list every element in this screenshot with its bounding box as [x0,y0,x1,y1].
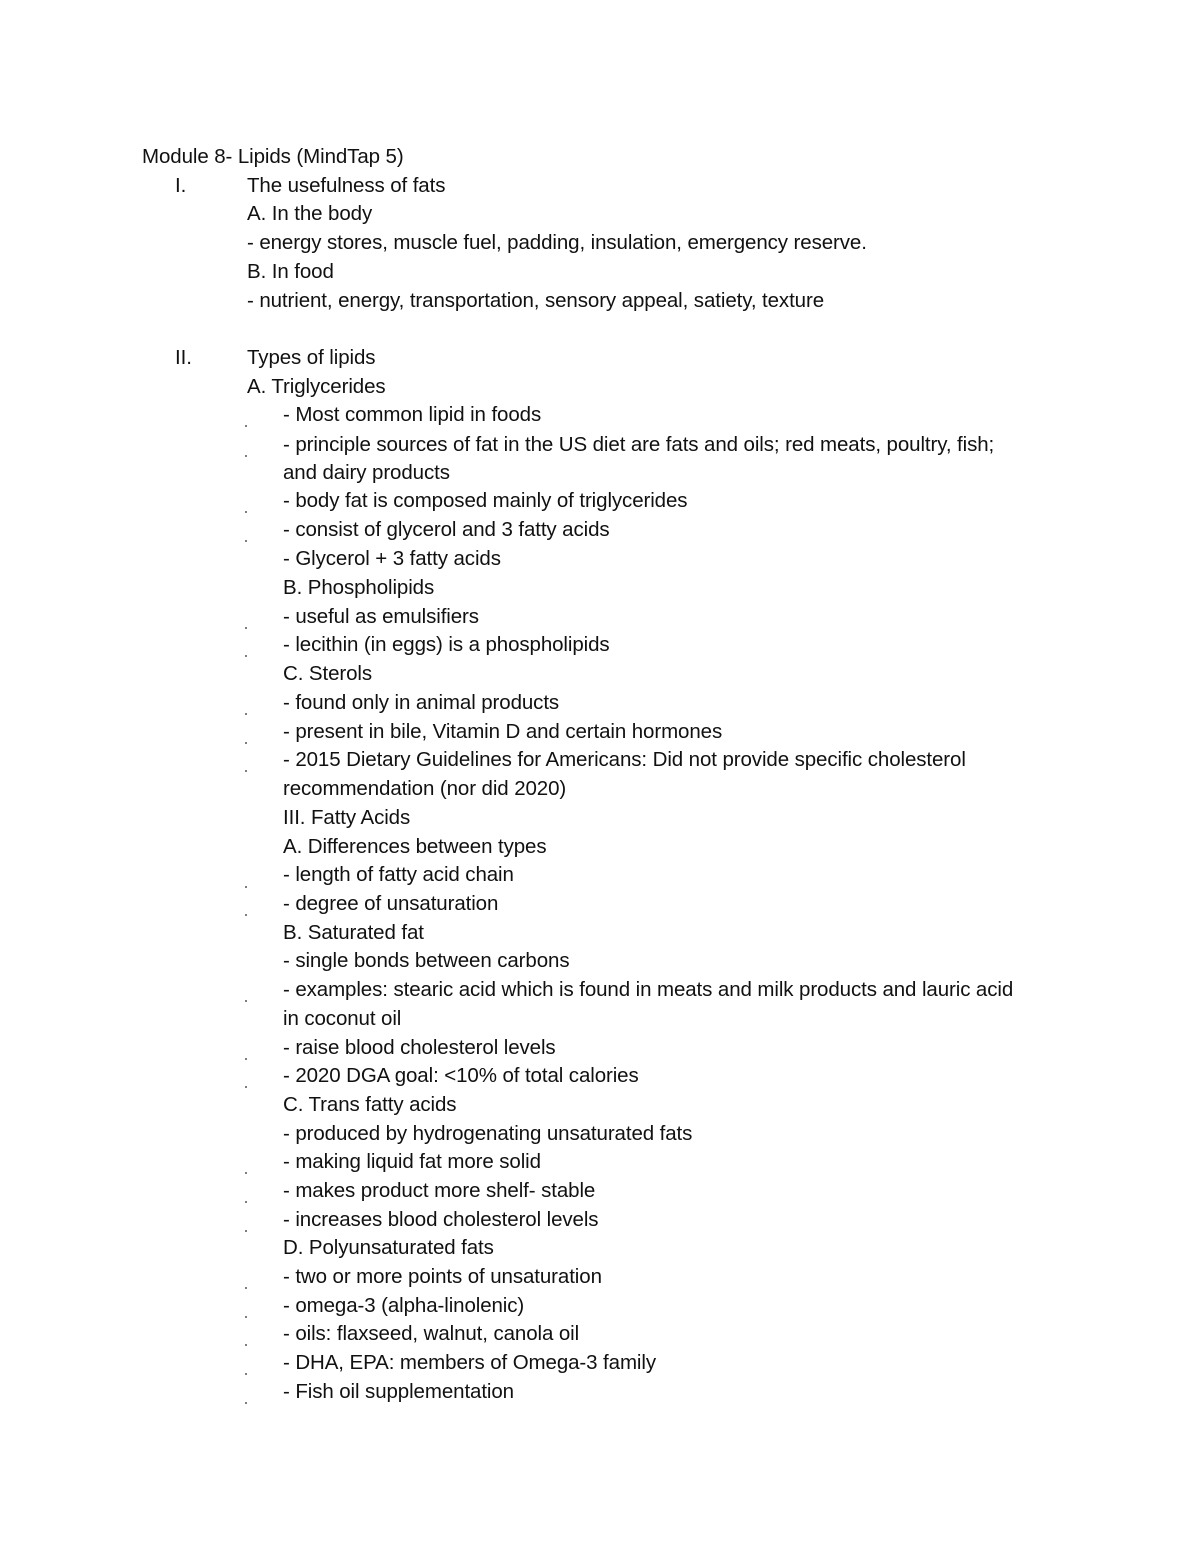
list-item: - examples: stearic acid which is found in meats and milk products and lauric acid [283,978,1014,1001]
list-item: recommendation (nor did 2020) [283,777,567,800]
bullet-dot [245,511,247,513]
list-item: in coconut oil [283,1007,402,1030]
section-1-numeral: I. [175,174,187,197]
list-item: and dairy products [283,461,450,484]
section-1b-label: B. In food [247,260,334,283]
section-1a-text: - energy stores, muscle fuel, padding, insulation, emergency reserve. [247,231,867,254]
list-item: - Most common lipid in foods [283,403,542,426]
list-item: - raise blood cholesterol levels [283,1036,556,1059]
bullet-dot [245,914,247,916]
bullet-dot [245,1086,247,1088]
section-3b-label: B. Saturated fat [283,921,424,944]
list-item: - degree of unsaturation [283,892,499,915]
list-item: - oils: flaxseed, walnut, canola oil [283,1322,580,1345]
bullet-dot [245,1316,247,1318]
bullet-dot [245,742,247,744]
section-2a-label: A. Triglycerides [247,375,386,398]
bullet-dot [245,1172,247,1174]
bullet-dot [245,455,247,457]
list-item: - lecithin (in eggs) is a phospholipids [283,633,610,656]
section-2-numeral: II. [175,346,192,369]
section-2-heading: Types of lipids [247,346,376,369]
bullet-dot [245,770,247,772]
list-item: - produced by hydrogenating unsaturated fats [283,1122,693,1145]
bullet-dot [245,1230,247,1232]
list-item: - makes product more shelf- stable [283,1179,596,1202]
list-item: - Glycerol + 3 fatty acids [283,547,501,570]
bullet-dot [245,425,247,427]
section-1b-text: - nutrient, energy, transportation, sensory appeal, satiety, texture [247,289,825,312]
list-item: - DHA, EPA: members of Omega-3 family [283,1351,656,1374]
list-item: - single bonds between carbons [283,949,570,972]
bullet-dot [245,1000,247,1002]
bullet-dot [245,627,247,629]
list-item: - increases blood cholesterol levels [283,1208,599,1231]
list-item: - useful as emulsifiers [283,605,479,628]
list-item: - found only in animal products [283,691,560,714]
list-item: - 2015 Dietary Guidelines for Americans: Did not provide specific cholesterol [283,748,966,771]
section-3d-label: D. Polyunsaturated fats [283,1236,494,1259]
list-item: - Fish oil supplementation [283,1380,514,1403]
section-1-heading: The usefulness of fats [247,174,446,197]
bullet-dot [245,1058,247,1060]
bullet-dot [245,655,247,657]
bullet-dot [245,1344,247,1346]
bullet-dot [245,1402,247,1404]
bullet-dot [245,886,247,888]
list-item: - two or more points of unsaturation [283,1265,602,1288]
bullet-dot [245,1373,247,1375]
bullet-dot [245,1201,247,1203]
list-item: - principle sources of fat in the US diet are fats and oils; red meats, poultry, fish; [283,433,995,456]
bullet-dot [245,540,247,542]
bullet-dot [245,1287,247,1289]
list-item: - length of fatty acid chain [283,863,514,886]
section-3a-label: A. Differences between types [283,835,547,858]
section-1a-label: A. In the body [247,202,373,225]
list-item: - making liquid fat more solid [283,1150,541,1173]
list-item: - consist of glycerol and 3 fatty acids [283,518,610,541]
section-2c-label: C. Sterols [283,662,372,685]
bullet-dot [245,713,247,715]
list-item: - 2020 DGA goal: <10% of total calories [283,1064,639,1087]
list-item: - present in bile, Vitamin D and certain hormones [283,720,723,743]
section-3-heading: III. Fatty Acids [283,806,411,829]
list-item: - body fat is composed mainly of triglycerides [283,489,688,512]
list-item: - omega-3 (alpha-linolenic) [283,1294,525,1317]
document-title: Module 8- Lipids (MindTap 5) [142,145,404,168]
section-3c-label: C. Trans fatty acids [283,1093,457,1116]
section-2b-label: B. Phospholipids [283,576,435,599]
